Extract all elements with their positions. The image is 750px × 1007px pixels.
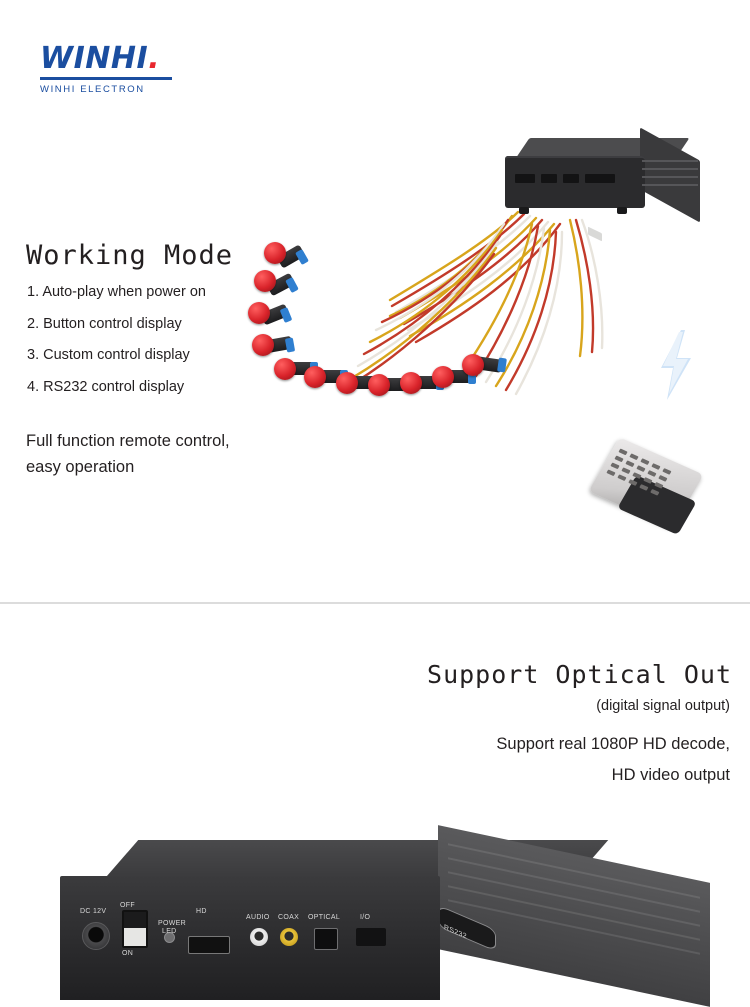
list-item: 3. Custom control display	[27, 347, 190, 363]
port-label-on: ON	[122, 950, 134, 957]
power-switch[interactable]	[122, 910, 148, 948]
section-title-optical: Support Optical Out	[427, 660, 732, 689]
optical-spdif-port	[314, 928, 338, 950]
push-button-cap	[252, 334, 274, 356]
controller-port	[515, 174, 535, 183]
controller-vent-fin	[642, 168, 698, 170]
port-label-hd: HD	[196, 908, 207, 915]
port-label-led: LED	[162, 928, 177, 935]
section-subtitle-optical: (digital signal output)	[596, 698, 730, 714]
controller-front-face	[505, 156, 645, 208]
product-photo-rear-panel	[60, 840, 710, 1000]
list-item: 4. RS232 control display	[27, 378, 185, 395]
push-button-cap	[462, 354, 484, 376]
list-item: 2. Button control display	[27, 315, 182, 332]
coax-rca-jack	[280, 928, 298, 946]
push-button-cap	[264, 242, 286, 264]
controller-vent-fin	[642, 176, 698, 178]
port-label-power: POWER	[158, 920, 186, 927]
brand-logo	[40, 41, 240, 95]
port-label-io: I/O	[360, 914, 371, 921]
controller-port	[585, 174, 615, 183]
list-item: 1. Auto-play when power on	[27, 284, 206, 300]
controller-foot	[519, 207, 529, 214]
brand-tagline: WINHI ELECTRON	[40, 84, 145, 95]
controller-port	[563, 174, 579, 183]
remote-control-note-line-1: Full function remote control,	[26, 432, 230, 450]
push-button-cap	[304, 366, 326, 388]
decode-note-line-1: Support real 1080P HD decode,	[496, 735, 730, 753]
push-button-cap	[400, 372, 422, 394]
controller-port	[541, 174, 557, 183]
decode-note-line-2: HD video output	[611, 766, 730, 784]
brand-wordmark-text: WINHI	[40, 41, 149, 76]
brand-wordmark	[40, 41, 240, 76]
hdmi-port	[188, 936, 230, 954]
optical-output-section	[0, 604, 750, 999]
push-button-cap	[254, 270, 276, 292]
push-button-cap	[248, 302, 270, 324]
port-label-coax: COAX	[278, 914, 300, 921]
audio-rca-jack	[250, 928, 268, 946]
port-label-audio: AUDIO	[246, 914, 270, 921]
push-button-cap	[432, 366, 454, 388]
remote-control-note-line-2: easy operation	[26, 458, 135, 476]
port-label-dc: DC 12V	[80, 908, 107, 915]
brand-accent-dot: .	[148, 41, 161, 76]
chassis-front-face	[60, 876, 440, 1000]
lightning-bolt-icon	[655, 330, 695, 400]
port-label-rs232: RS232	[444, 923, 467, 941]
page-title: Working Mode	[26, 240, 234, 271]
push-button-cap	[336, 372, 358, 394]
push-button-cap	[368, 374, 390, 396]
controller-vent-fin	[642, 184, 698, 186]
port-label-optical: OPTICAL	[308, 914, 341, 921]
ir-remote-control	[600, 452, 700, 532]
io-port	[356, 928, 386, 946]
push-button-cap	[274, 358, 296, 380]
controller-vent-fin	[642, 160, 698, 162]
brand-underline	[40, 77, 172, 80]
port-label-off: OFF	[120, 902, 135, 909]
controller-foot	[617, 207, 627, 214]
dc-power-jack	[82, 922, 110, 950]
